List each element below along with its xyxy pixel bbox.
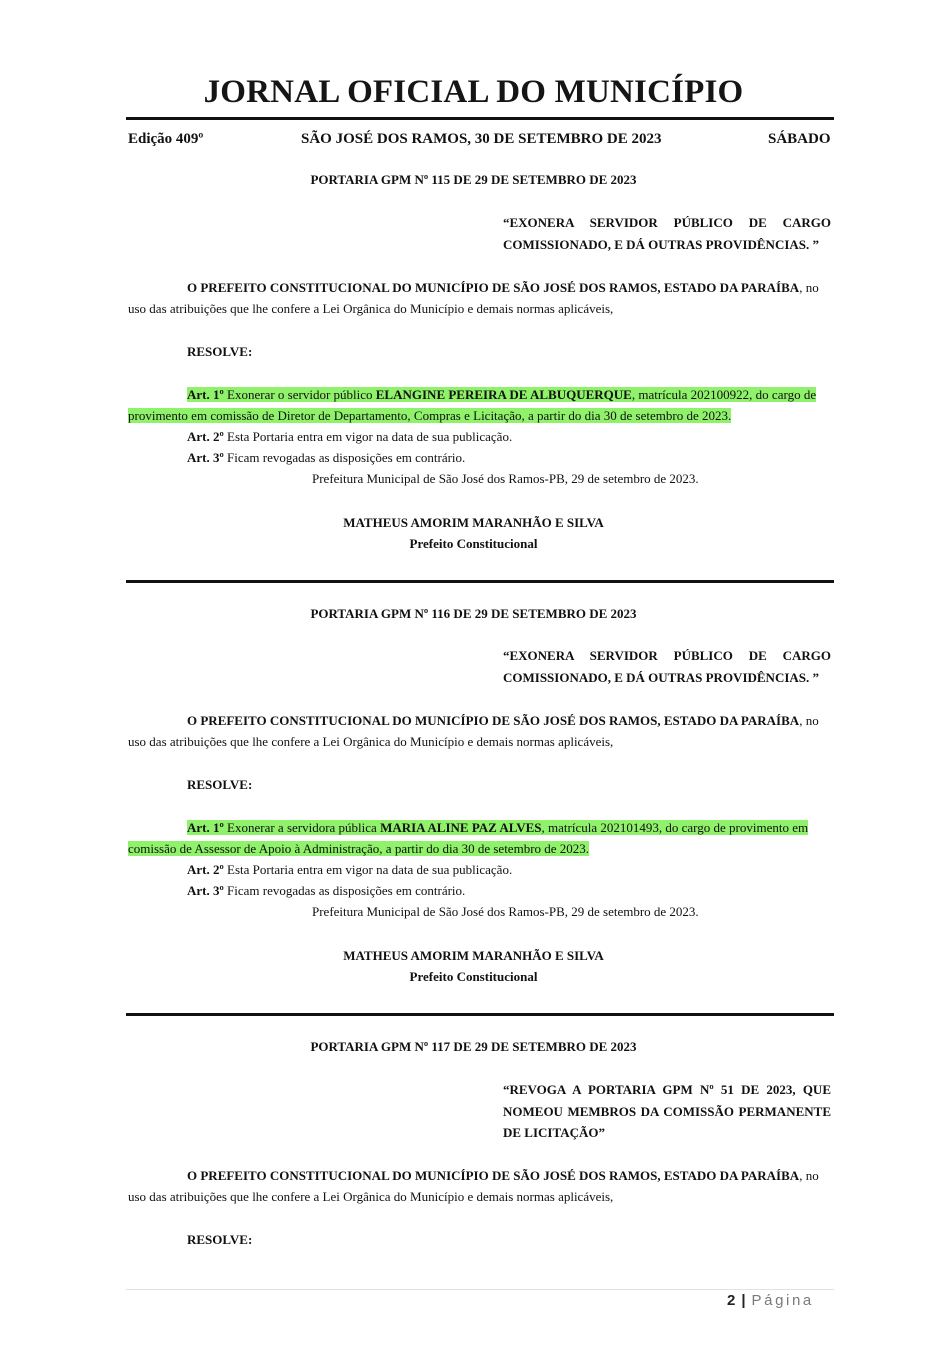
page-separator: | — [741, 1292, 746, 1309]
portaria-ementa — [503, 1079, 831, 1144]
resolve-heading: RESOLVE: — [187, 1232, 253, 1247]
article-label: Art. 2º — [187, 429, 224, 444]
article-text: Exonerar a servidora pública — [223, 820, 381, 835]
preamble-line2: uso das atribuições que lhe confere a Lei Orgânica do Município e demais normas aplicáveis, — [128, 301, 614, 316]
portaria-title: PORTARIA GPM Nº 115 DE 29 DE SETEMBRO DE 2023 — [310, 172, 637, 187]
preamble — [187, 1168, 819, 1184]
article-label: Art. 3º — [187, 883, 224, 898]
article-1-line2 — [128, 408, 731, 424]
ementa-line: DE LICITAÇÃO” — [503, 1125, 605, 1140]
resolve-heading: RESOLVE: — [187, 344, 253, 359]
footer-rule — [126, 1289, 834, 1290]
ementa-line: “EXONERA SERVIDOR PÚBLICO DE CARGO — [503, 215, 831, 230]
preamble — [187, 713, 819, 729]
preamble-line2: uso das atribuições que lhe confere a Lei Orgânica do Município e demais normas aplicáveis, — [128, 1189, 614, 1204]
resolve-heading: RESOLVE: — [187, 777, 253, 792]
ementa-line: NOMEOU MEMBROS DA COMISSÃO PERMANENTE — [503, 1103, 831, 1119]
article-text: comissão de Assessor de Apoio à Administração, a partir do dia 30 de setembro de 2023. — [128, 841, 590, 856]
page-label: Página — [751, 1292, 814, 1309]
article-label: Art. 1º — [187, 820, 224, 835]
ementa-line: “REVOGA A PORTARIA GPM Nº 51 DE 2023, QUE — [503, 1082, 831, 1097]
masthead-rule — [126, 117, 834, 120]
article-1 — [187, 820, 808, 836]
servant-name: MARIA ALINE PAZ ALVES — [380, 820, 542, 835]
section-divider — [126, 1013, 834, 1016]
signer-role: Prefeito Constitucional — [409, 536, 538, 551]
preamble-authority: O PREFEITO CONSTITUCIONAL DO MUNICÍPIO DE SÃO JOSÉ DOS RAMOS, ESTADO DA PARAÍBA — [187, 1168, 800, 1183]
preamble-tail: , no — [799, 280, 819, 295]
preamble-tail: , no — [799, 713, 819, 728]
article-1-line2 — [128, 841, 589, 857]
page-number: 2 — [727, 1292, 736, 1309]
portaria-ementa — [503, 212, 831, 255]
place-date: SÃO JOSÉ DOS RAMOS, 30 DE SETEMBRO DE 2023 — [301, 131, 662, 147]
article-text: provimento em comissão de Diretor de Departamento, Compras e Licitação, a partir do dia 30 de setembro de 2023. — [128, 408, 732, 423]
page-indicator — [727, 1292, 814, 1309]
article-text: , matrícula 202100922, do cargo de — [631, 387, 817, 402]
portaria-title: PORTARIA GPM Nº 117 DE 29 DE SETEMBRO DE 2023 — [310, 1039, 637, 1054]
signer-name: MATHEUS AMORIM MARANHÃO E SILVA — [343, 948, 604, 963]
section-divider — [126, 580, 834, 583]
article-text: Exonerar o servidor público — [223, 387, 376, 402]
signer-name: MATHEUS AMORIM MARANHÃO E SILVA — [343, 515, 604, 530]
article-label: Art. 3º — [187, 450, 224, 465]
portaria-title: PORTARIA GPM Nº 116 DE 29 DE SETEMBRO DE 2023 — [310, 606, 637, 621]
ementa-line: COMISSIONADO, E DÁ OUTRAS PROVIDÊNCIAS. ” — [503, 669, 820, 685]
ementa-line: COMISSIONADO, E DÁ OUTRAS PROVIDÊNCIAS. ” — [503, 236, 820, 252]
masthead-title: JORNAL OFICIAL DO MUNICÍPIO — [203, 74, 744, 110]
preamble-authority: O PREFEITO CONSTITUCIONAL DO MUNICÍPIO DE SÃO JOSÉ DOS RAMOS, ESTADO DA PARAÍBA — [187, 713, 800, 728]
place-and-date: Prefeitura Municipal de São José dos Ramos-PB, 29 de setembro de 2023. — [312, 471, 699, 486]
article-3 — [187, 883, 465, 899]
signer-role: Prefeito Constitucional — [409, 969, 538, 984]
preamble-tail: , no — [799, 1168, 819, 1183]
article-3 — [187, 450, 465, 466]
portaria-ementa — [503, 645, 831, 688]
preamble — [187, 280, 819, 296]
article-text: , matrícula 202101493, do cargo de provimento em — [541, 820, 809, 835]
preamble-authority: O PREFEITO CONSTITUCIONAL DO MUNICÍPIO DE SÃO JOSÉ DOS RAMOS, ESTADO DA PARAÍBA — [187, 280, 800, 295]
article-text: Esta Portaria entra em vigor na data de sua publicação. — [223, 429, 513, 444]
article-label: Art. 1º — [187, 387, 224, 402]
article-label: Art. 2º — [187, 862, 224, 877]
preamble-line2: uso das atribuições que lhe confere a Lei Orgânica do Município e demais normas aplicáveis, — [128, 734, 614, 749]
article-1 — [187, 387, 816, 403]
article-text: Esta Portaria entra em vigor na data de sua publicação. — [223, 862, 513, 877]
place-and-date: Prefeitura Municipal de São José dos Ramos-PB, 29 de setembro de 2023. — [312, 904, 699, 919]
edition-number: Edição 409º — [128, 131, 204, 147]
article-2 — [187, 429, 512, 445]
article-text: Ficam revogadas as disposições em contrário. — [223, 883, 466, 898]
article-text: Ficam revogadas as disposições em contrário. — [223, 450, 466, 465]
ementa-line: “EXONERA SERVIDOR PÚBLICO DE CARGO — [503, 648, 831, 663]
article-2 — [187, 862, 512, 878]
weekday: SÁBADO — [768, 131, 831, 147]
servant-name: ELANGINE PEREIRA DE ALBUQUERQUE — [375, 387, 632, 402]
